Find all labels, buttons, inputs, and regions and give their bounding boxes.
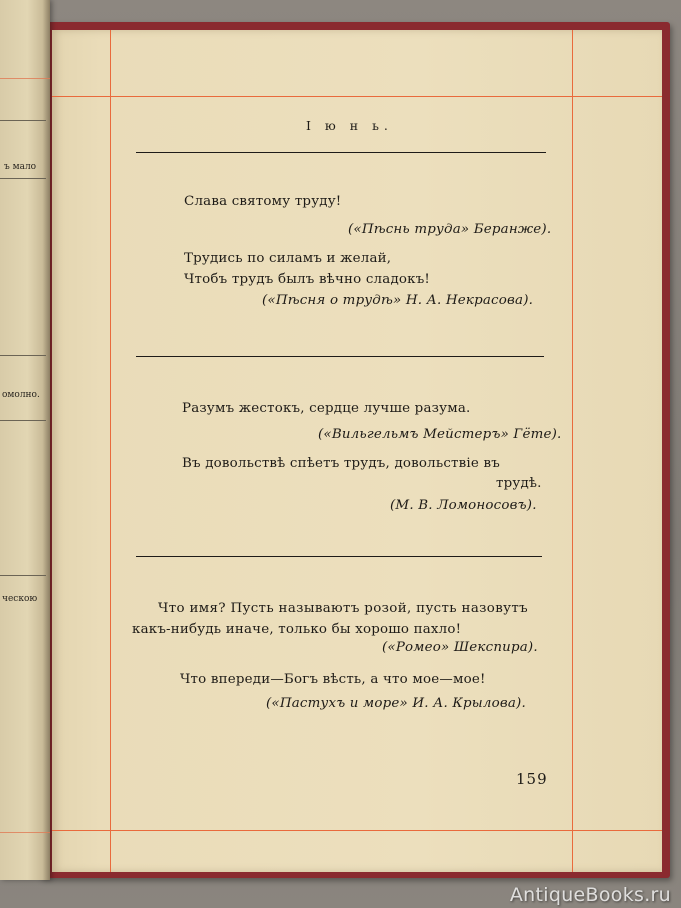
page-number: 159	[516, 770, 548, 788]
red-margin-rule-top	[52, 96, 662, 97]
left-page-fragment: омолно.	[2, 390, 40, 400]
quote-line: трудѣ.	[496, 476, 542, 491]
quote-attribution: («Пѣснь труда» Беранже).	[348, 222, 552, 237]
red-margin-rule-bottom	[52, 830, 662, 831]
left-page	[0, 0, 50, 880]
left-page-line	[0, 420, 46, 421]
left-page-line	[0, 575, 46, 576]
quote-line: Что впереди—Богъ вѣсть, а что мое—мое!	[180, 672, 486, 687]
quote-line: Разумъ жестокъ, сердце лучше разума.	[182, 401, 471, 416]
quote-attribution: («Пастухъ и море» И. А. Крылова).	[266, 696, 526, 711]
right-page	[52, 30, 662, 872]
quote-line: Чтобъ трудъ былъ вѣчно сладокъ!	[184, 272, 431, 287]
quote-line: Въ довольствѣ спѣетъ трудъ, довольствіе въ	[182, 456, 500, 471]
left-page-fragment: ъ мало	[4, 162, 37, 172]
left-page-red-rule	[0, 78, 50, 79]
quote-attribution: («Ромео» Шекспира).	[382, 640, 538, 655]
quote-line: какъ-нибудь иначе, только бы хорошо пахло!	[132, 622, 462, 637]
quote-line: Трудись по силамъ и желай,	[184, 251, 392, 266]
section-divider	[136, 556, 542, 557]
watermark: AntiqueBooks.ru	[509, 884, 671, 906]
quote-attribution: (М. В. Ломоносовъ).	[390, 498, 537, 513]
quote-attribution: («Вильгельмъ Мейстеръ» Гёте).	[318, 427, 562, 442]
quote-line: Слава святому труду!	[184, 194, 342, 209]
section-divider	[136, 152, 546, 153]
page-heading: І ю н ь.	[306, 118, 393, 133]
left-page-line	[0, 120, 46, 121]
left-page-red-rule	[0, 832, 50, 833]
red-margin-rule-left	[110, 30, 111, 872]
quote-line: Что имя? Пусть называютъ розой, пусть назовутъ	[158, 601, 528, 616]
left-page-line	[0, 178, 46, 179]
left-page-line	[0, 355, 46, 356]
quote-attribution: («Пѣсня о трудѣ» Н. А. Некрасова).	[262, 293, 534, 308]
section-divider	[136, 356, 544, 357]
left-page-fragment: ческою	[2, 594, 38, 604]
red-margin-rule-right	[572, 30, 573, 872]
